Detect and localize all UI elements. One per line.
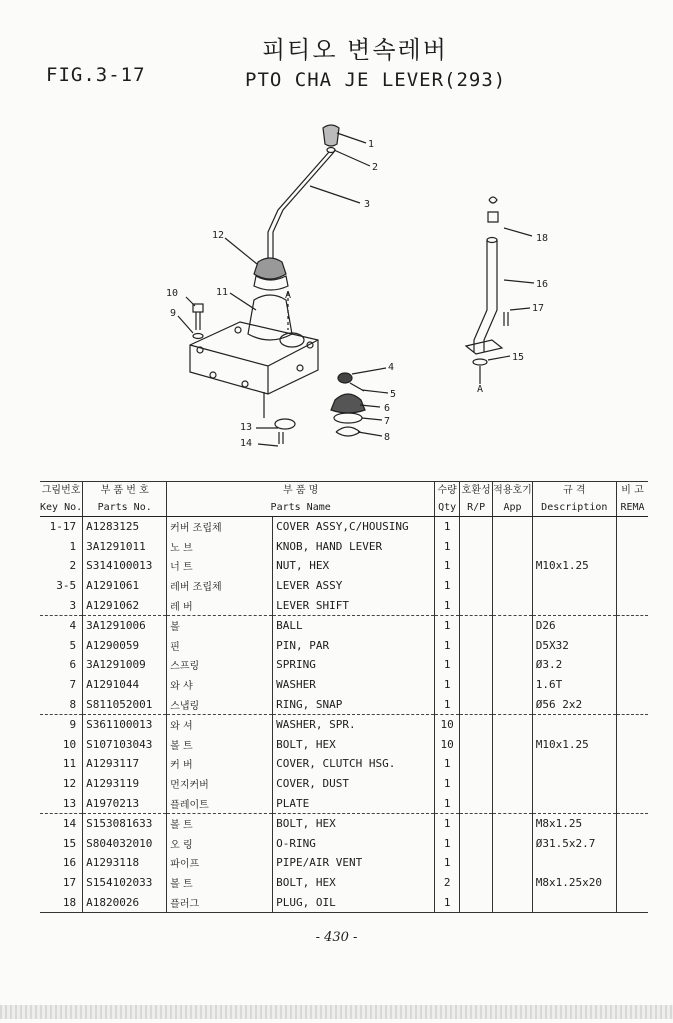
table-row <box>40 853 648 873</box>
rp-cell <box>460 537 493 557</box>
description-cell: Ø3.2 <box>532 655 616 675</box>
rp-cell <box>460 595 493 615</box>
part-name-cell: BOLT, HEX <box>273 873 435 893</box>
korean-name-cell: 커버 조립체 <box>167 517 273 537</box>
part-name-cell: KNOB, HAND LEVER <box>273 537 435 557</box>
table-row <box>40 556 648 576</box>
key-cell: 15 <box>62 836 77 850</box>
description-cell <box>532 853 616 873</box>
key-cell: 3-5 <box>56 579 77 593</box>
key-cell: 1-17 <box>49 520 77 534</box>
part-number-cell: 3A1291011 <box>83 537 167 557</box>
nut-part <box>327 148 335 153</box>
part-name-cell: BALL <box>273 615 435 635</box>
marker-a-right: A <box>477 384 484 395</box>
table-row <box>40 735 648 755</box>
rp-cell <box>460 615 493 635</box>
key-cell: 14 <box>62 817 77 831</box>
part-name-cell: WASHER <box>273 675 435 695</box>
app-cell <box>493 537 533 557</box>
table-row <box>40 576 648 596</box>
app-cell <box>493 636 533 656</box>
header-part: Parts No. <box>83 499 167 517</box>
rp-cell <box>460 714 493 734</box>
table-row <box>40 714 648 734</box>
app-cell <box>493 694 533 714</box>
spring-washer-part <box>193 334 203 339</box>
table-row <box>40 754 648 774</box>
description-cell: D5X32 <box>532 636 616 656</box>
app-cell <box>493 675 533 695</box>
part-number-cell: S153081633 <box>83 813 167 833</box>
rp-cell <box>460 694 493 714</box>
rp-cell <box>460 675 493 695</box>
app-cell <box>493 774 533 794</box>
remarks-cell <box>616 834 648 854</box>
page-title-english: PTO CHA JE LEVER(293) <box>245 69 507 91</box>
description-cell <box>532 595 616 615</box>
parts-table <box>40 481 648 913</box>
remarks-cell <box>616 735 648 755</box>
header-rp-kr: 호환성 <box>460 482 493 500</box>
callout-17: 17 <box>532 303 545 314</box>
part-number-cell: A1291061 <box>83 576 167 596</box>
part-number-cell: A1970213 <box>83 793 167 813</box>
key-cell: 13 <box>40 793 83 813</box>
page-number: - 430 - <box>315 930 358 945</box>
part-name-cell: PLUG, OIL <box>273 892 435 912</box>
part-name-cell: RING, SNAP <box>273 694 435 714</box>
korean-name-cell: 볼 트 <box>167 873 273 893</box>
key-cell: 8 <box>40 694 83 714</box>
callout-5: 5 <box>390 389 397 400</box>
bolt-part <box>196 312 200 330</box>
callout-18: 18 <box>536 233 549 244</box>
callout-1: 1 <box>368 139 375 150</box>
rp-cell <box>460 774 493 794</box>
rp-cell <box>460 556 493 576</box>
description-cell: M8x1.25 <box>532 813 616 833</box>
washer-part <box>334 413 362 423</box>
description-cell: M8x1.25x20 <box>532 873 616 893</box>
part-name-cell: COVER, CLUTCH HSG. <box>273 754 435 774</box>
part-number-cell: S314100013 <box>83 556 167 576</box>
part-number-cell: S107103043 <box>83 735 167 755</box>
part-number-cell: 3A1291006 <box>83 615 167 635</box>
rp-cell <box>460 813 493 833</box>
rp-cell <box>460 834 493 854</box>
remarks-cell <box>616 675 648 695</box>
korean-name-cell: 너 트 <box>167 556 273 576</box>
remarks-cell <box>616 517 648 537</box>
cover-housing-part <box>190 322 318 394</box>
header-desc-kr: 규 격 <box>532 482 616 500</box>
description-cell <box>532 517 616 537</box>
part-name-cell: COVER ASSY,C/HOUSING <box>273 517 435 537</box>
remarks-cell <box>616 636 648 656</box>
rp-cell <box>460 853 493 873</box>
qty-cell: 1 <box>435 517 460 537</box>
rp-cell <box>460 655 493 675</box>
description-cell: D26 <box>532 615 616 635</box>
header-qty: Qty <box>435 499 460 517</box>
description-cell: M10x1.25 <box>532 735 616 755</box>
korean-name-cell: 볼 트 <box>167 735 273 755</box>
app-cell <box>493 576 533 596</box>
callout-16: 16 <box>536 279 549 290</box>
callout-6: 6 <box>384 403 391 414</box>
rp-cell <box>460 576 493 596</box>
key-cell: 10 <box>62 737 77 751</box>
part-name-cell: PLATE <box>273 793 435 813</box>
rp-cell <box>460 793 493 813</box>
callout-14: 14 <box>240 438 253 449</box>
header-key: Key No. <box>40 499 83 517</box>
table-row <box>40 892 648 912</box>
callout-4: 4 <box>388 362 395 373</box>
key-cell: 18 <box>40 892 83 912</box>
key-cell: 5 <box>69 638 77 652</box>
rp-cell <box>460 517 493 537</box>
exploded-parts-diagram <box>0 0 673 470</box>
remarks-cell <box>616 754 648 774</box>
qty-cell: 1 <box>435 813 460 833</box>
remarks-cell <box>616 655 648 675</box>
header-rema-kr: 비 고 <box>616 482 648 500</box>
table-row <box>40 873 648 893</box>
korean-name-cell: 커 버 <box>167 754 273 774</box>
app-cell <box>493 517 533 537</box>
part-name-cell: BOLT, HEX <box>273 813 435 833</box>
rp-cell <box>460 636 493 656</box>
ball-part <box>338 373 352 383</box>
remarks-cell <box>616 556 648 576</box>
lever-rod-part <box>268 152 334 262</box>
header-rp: R/P <box>460 499 493 517</box>
part-number-cell: S811052001 <box>83 694 167 714</box>
header-name-kr: 부 품 명 <box>167 482 435 500</box>
qty-cell: 1 <box>435 793 460 813</box>
description-cell <box>532 793 616 813</box>
table-row <box>40 517 648 537</box>
app-cell <box>493 735 533 755</box>
qty-cell: 1 <box>435 892 460 912</box>
remarks-cell <box>616 576 648 596</box>
app-cell <box>493 892 533 912</box>
part-number-cell: A1291062 <box>83 595 167 615</box>
qty-cell: 1 <box>435 774 460 794</box>
remarks-cell <box>616 813 648 833</box>
table-row <box>40 537 648 557</box>
rp-cell <box>460 892 493 912</box>
app-cell <box>493 813 533 833</box>
description-cell: Ø31.5x2.7 <box>532 834 616 854</box>
key-cell: 9 <box>69 718 77 732</box>
korean-name-cell: 플러그 <box>167 892 273 912</box>
part-name-cell: O-RING <box>273 834 435 854</box>
part-number-cell: A1820026 <box>83 892 167 912</box>
remarks-cell <box>616 793 648 813</box>
callout-7: 7 <box>384 416 391 427</box>
callout-8: 8 <box>384 432 391 443</box>
korean-name-cell: 핀 <box>167 636 273 656</box>
header-desc: Description <box>532 499 616 517</box>
table-row <box>40 694 648 714</box>
key-cell: 4 <box>69 619 77 633</box>
key-cell: 1 <box>69 539 77 553</box>
part-number-cell: A1293118 <box>83 853 167 873</box>
part-number-cell: S361100013 <box>83 714 167 734</box>
remarks-cell <box>616 537 648 557</box>
part-number-cell: S804032010 <box>83 834 167 854</box>
part-number-cell: A1291044 <box>83 675 167 695</box>
key-cell: 7 <box>69 678 77 692</box>
description-cell <box>532 774 616 794</box>
korean-name-cell: 오 링 <box>167 834 273 854</box>
remarks-cell <box>616 853 648 873</box>
remarks-cell <box>616 694 648 714</box>
rp-cell <box>460 873 493 893</box>
qty-cell: 1 <box>435 636 460 656</box>
qty-cell: 1 <box>435 615 460 635</box>
key-cell: 6 <box>69 658 77 672</box>
qty-cell: 1 <box>435 853 460 873</box>
clutch-cover-part <box>248 295 292 340</box>
spring-part <box>331 394 365 413</box>
knob-part <box>323 125 339 146</box>
part-number-cell: S154102033 <box>83 873 167 893</box>
callout-3: 3 <box>364 199 371 210</box>
qty-cell: 1 <box>435 595 460 615</box>
part-name-cell: LEVER SHIFT <box>273 595 435 615</box>
table-row <box>40 774 648 794</box>
part-name-cell: COVER, DUST <box>273 774 435 794</box>
remarks-cell <box>616 774 648 794</box>
description-cell: Ø56 2x2 <box>532 694 616 714</box>
header-app-kr: 적용호기 <box>493 482 533 500</box>
scan-edge-artifact <box>0 1005 673 1019</box>
header-qty-kr: 수량 <box>435 482 460 500</box>
table-row <box>40 595 648 615</box>
callout-15: 15 <box>512 352 525 363</box>
korean-name-cell: 스냅링 <box>167 694 273 714</box>
part-number-cell: A1290059 <box>83 636 167 656</box>
header-key-kr: 그림번호 <box>40 482 83 500</box>
remarks-cell <box>616 892 648 912</box>
air-vent-pipe-part <box>474 240 497 352</box>
description-cell <box>532 754 616 774</box>
callout-12: 12 <box>212 230 225 241</box>
part-number-cell: A1293117 <box>83 754 167 774</box>
korean-name-cell: 레 버 <box>167 595 273 615</box>
qty-cell: 1 <box>435 556 460 576</box>
korean-name-cell: 먼지커버 <box>167 774 273 794</box>
header-name: Parts Name <box>167 499 435 517</box>
figure-label: FIG.3-17 <box>46 64 146 86</box>
description-cell <box>532 714 616 734</box>
part-number-cell: A1283125 <box>83 517 167 537</box>
korean-name-cell: 레버 조립체 <box>167 576 273 596</box>
pin-part <box>350 383 364 391</box>
table-row <box>40 636 648 656</box>
app-cell <box>493 873 533 893</box>
part-number-cell: A1293119 <box>83 774 167 794</box>
app-cell <box>493 754 533 774</box>
callout-2: 2 <box>372 162 379 173</box>
korean-name-cell: 와 샤 <box>167 675 273 695</box>
callout-11: 11 <box>216 287 229 298</box>
header-rema: REMA <box>616 499 648 517</box>
qty-cell: 2 <box>435 873 460 893</box>
remarks-cell <box>616 714 648 734</box>
table-row <box>40 655 648 675</box>
header-app: App <box>493 499 533 517</box>
qty-cell: 1 <box>435 537 460 557</box>
key-cell: 12 <box>62 777 77 791</box>
description-cell <box>532 892 616 912</box>
key-cell: 11 <box>62 757 77 771</box>
korean-name-cell: 볼 <box>167 615 273 635</box>
table-row <box>40 793 648 813</box>
table-header-row-english <box>40 499 648 517</box>
part-name-cell: PIPE/AIR VENT <box>273 853 435 873</box>
key-cell: 3 <box>40 595 83 615</box>
qty-cell: 10 <box>435 735 460 755</box>
part-name-cell: PIN, PAR <box>273 636 435 656</box>
app-cell <box>493 615 533 635</box>
remarks-cell <box>616 595 648 615</box>
qty-cell: 1 <box>435 754 460 774</box>
key-cell: 17 <box>62 875 77 889</box>
description-cell: M10x1.25 <box>532 556 616 576</box>
qty-cell: 10 <box>435 714 460 734</box>
part-name-cell: BOLT, HEX <box>273 735 435 755</box>
remarks-cell <box>616 615 648 635</box>
korean-name-cell: 스프링 <box>167 655 273 675</box>
table-row <box>40 615 648 635</box>
korean-name-cell: 노 브 <box>167 537 273 557</box>
qty-cell: 1 <box>435 576 460 596</box>
app-cell <box>493 793 533 813</box>
key-cell: 2 <box>69 559 77 573</box>
table-header-row-korean <box>40 482 648 500</box>
remarks-cell <box>616 873 648 893</box>
table-row <box>40 834 648 854</box>
korean-name-cell: 플레이트 <box>167 793 273 813</box>
app-cell <box>493 556 533 576</box>
callout-13: 13 <box>240 422 253 433</box>
page-title-korean: 피티오 변속레버 <box>262 36 448 64</box>
part-name-cell: LEVER ASSY <box>273 576 435 596</box>
snap-ring-part <box>336 427 360 436</box>
description-cell <box>532 537 616 557</box>
app-cell <box>493 834 533 854</box>
marker-a-left: A <box>285 290 292 301</box>
korean-name-cell: 와 셔 <box>167 714 273 734</box>
o-ring-part <box>473 359 487 365</box>
app-cell <box>493 714 533 734</box>
part-name-cell: WASHER, SPR. <box>273 714 435 734</box>
table-row <box>40 675 648 695</box>
qty-cell: 1 <box>435 655 460 675</box>
dust-cover-part <box>254 258 286 279</box>
qty-cell: 1 <box>435 675 460 695</box>
app-cell <box>493 655 533 675</box>
key-cell: 16 <box>62 856 77 870</box>
qty-cell: 1 <box>435 694 460 714</box>
oil-plug-part <box>488 197 498 222</box>
korean-name-cell: 파이프 <box>167 853 273 873</box>
qty-cell: 1 <box>435 834 460 854</box>
rp-cell <box>460 735 493 755</box>
part-name-cell: NUT, HEX <box>273 556 435 576</box>
callout-10: 10 <box>166 288 179 299</box>
description-cell <box>532 576 616 596</box>
app-cell <box>493 853 533 873</box>
rp-cell <box>460 754 493 774</box>
header-part-kr: 부 품 번 호 <box>83 482 167 500</box>
callout-9: 9 <box>170 308 177 319</box>
description-cell: 1.6T <box>532 675 616 695</box>
part-number-cell: 3A1291009 <box>83 655 167 675</box>
part-name-cell: SPRING <box>273 655 435 675</box>
korean-name-cell: 볼 트 <box>167 813 273 833</box>
table-row <box>40 813 648 833</box>
app-cell <box>493 595 533 615</box>
